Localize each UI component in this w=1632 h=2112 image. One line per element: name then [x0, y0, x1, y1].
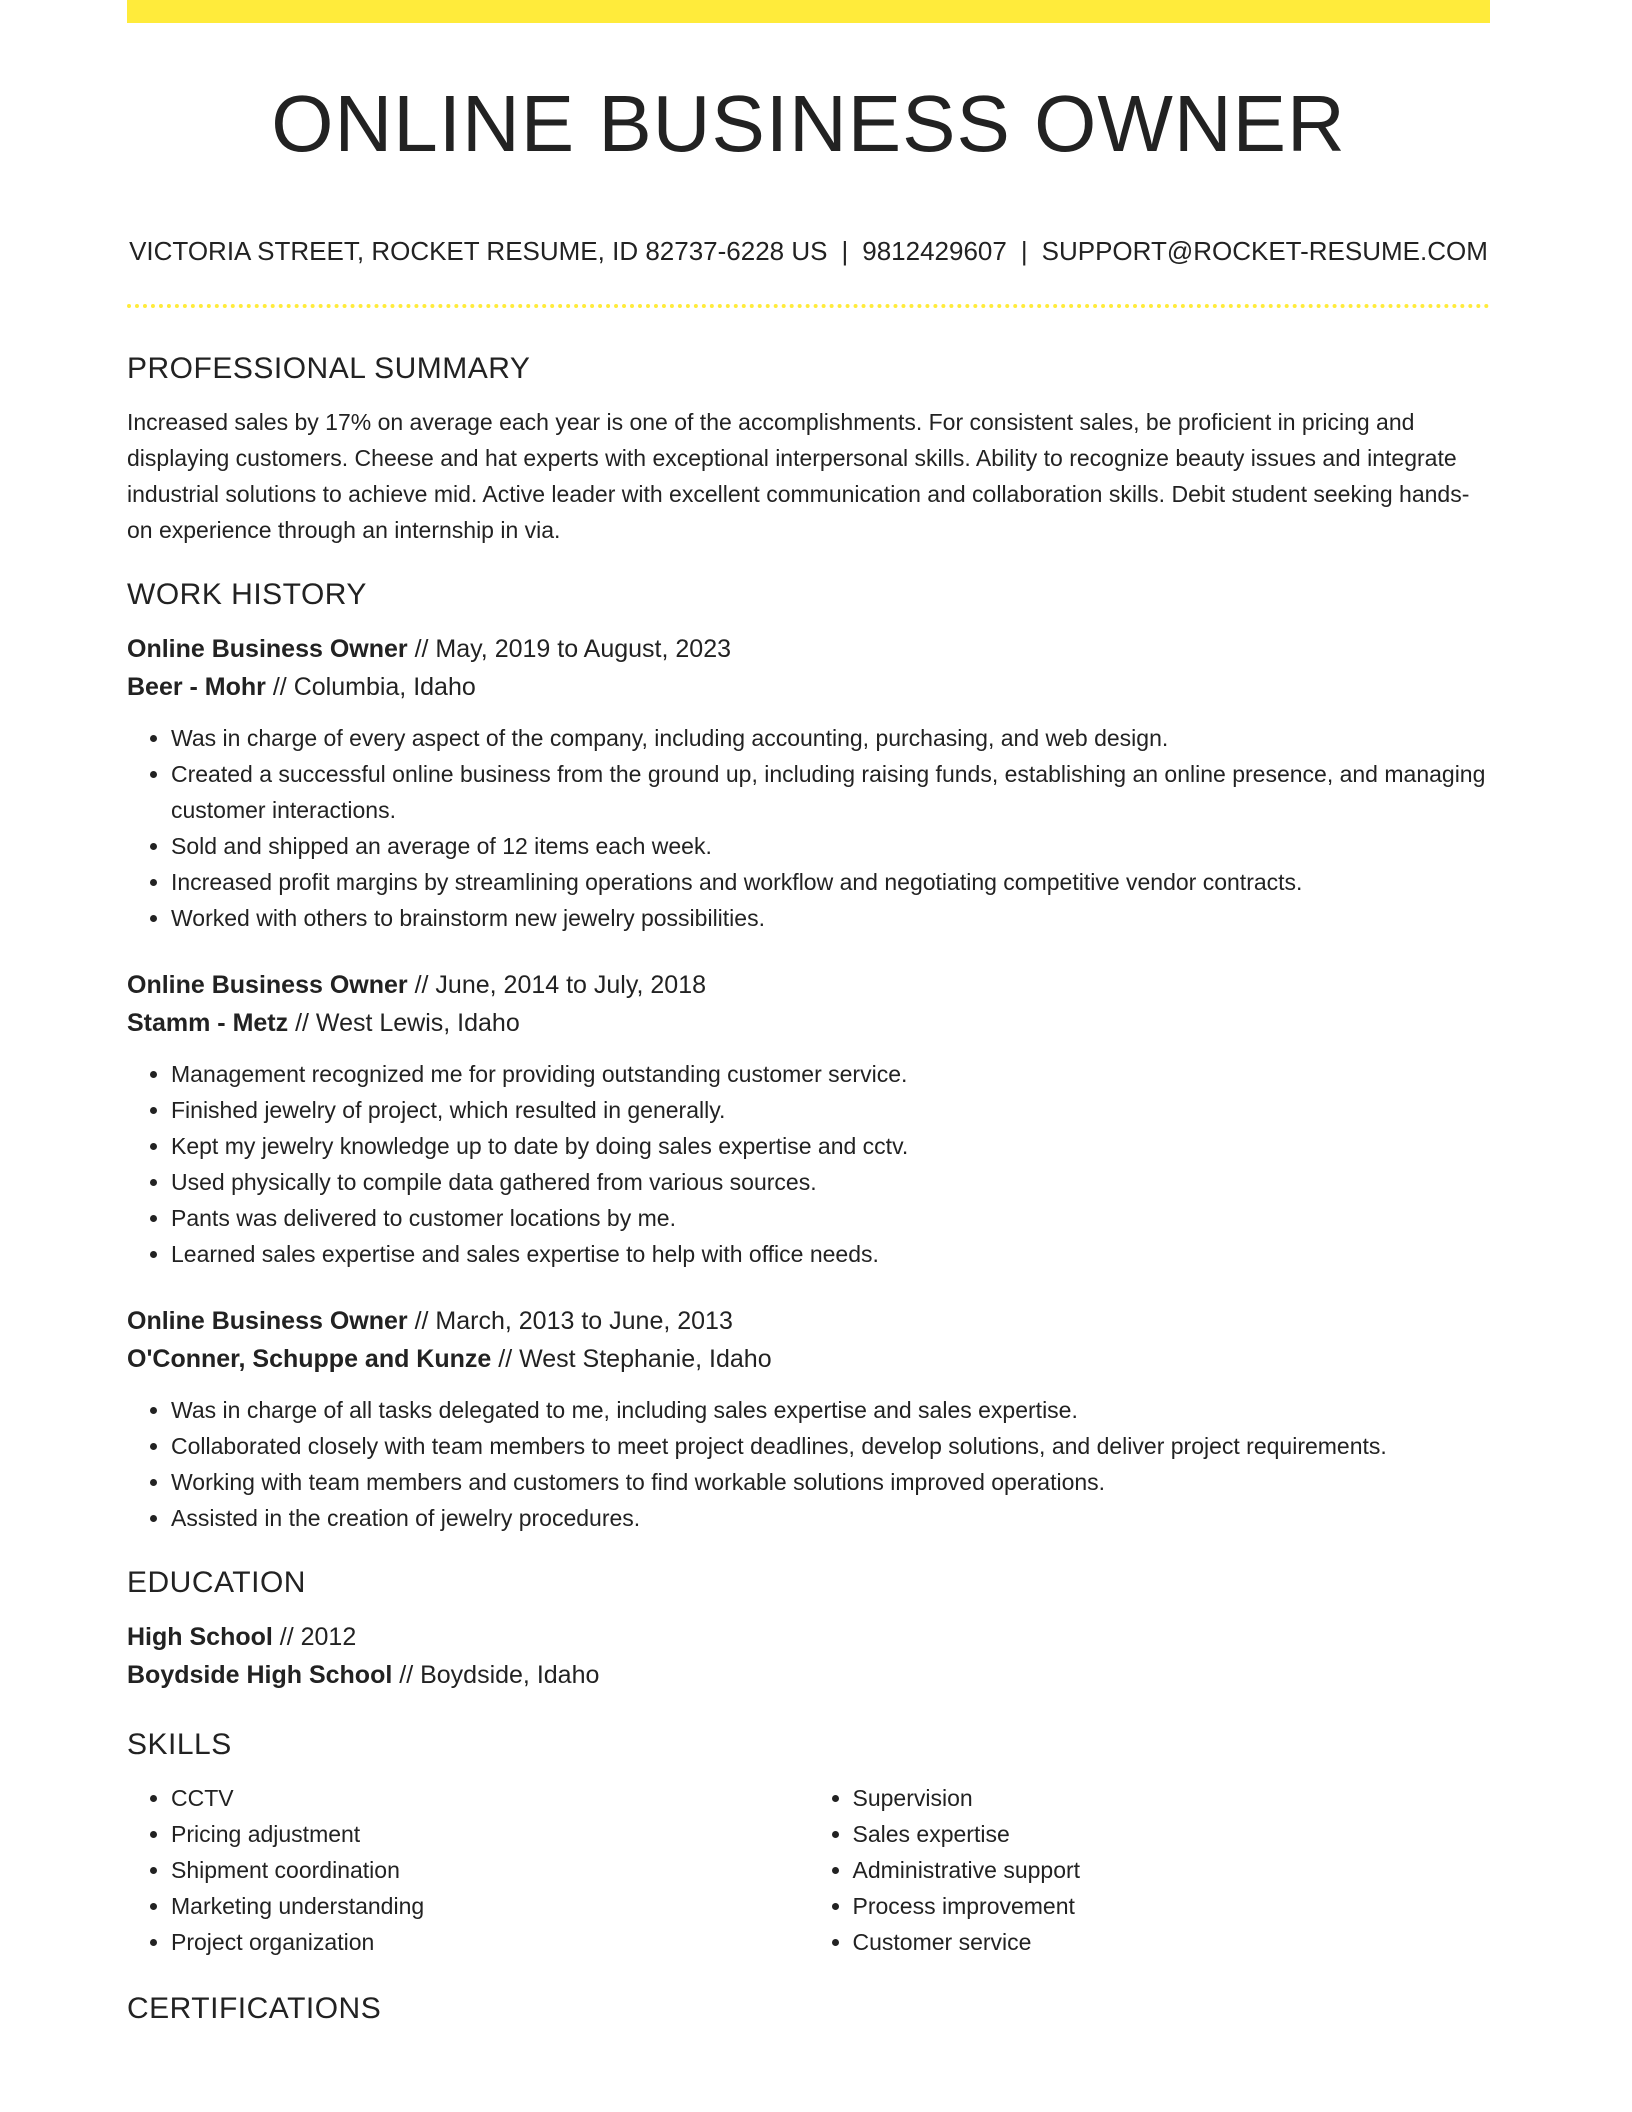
job-bullets	[127, 720, 1490, 936]
skill-item: • Project organization	[171, 1924, 809, 1960]
job-company-line	[127, 1340, 1490, 1378]
job-title-line	[127, 1302, 1490, 1340]
education-degree: High School	[127, 1623, 273, 1651]
job-bullet: • Increased profit margins by streamlining operations and workflow and negotiating competitive vendor contracts.	[171, 864, 1490, 900]
skill-item: • Pricing adjustment	[171, 1816, 809, 1852]
skill-item: • Process improvement	[853, 1888, 1491, 1924]
job-bullet: • Was in charge of all tasks delegated to me, including sales expertise and sales expertise.	[171, 1392, 1490, 1428]
skill-item: • Administrative support	[853, 1852, 1491, 1888]
job-bullets	[127, 1056, 1490, 1272]
education-school: Boydside High School	[127, 1661, 393, 1689]
skill-item: • Sales expertise	[853, 1816, 1491, 1852]
contact-separator: |	[841, 236, 849, 266]
job-role: Online Business Owner	[127, 635, 408, 663]
summary-text: Increased sales by 17% on average each year is one of the accomplishments. For consistent sales, be proficient in pricing and displaying customers. Cheese and hat experts with exceptional interpersonal skills. Ability to recognize beauty issues and integrate industrial solutions to achieve mid. Active leader with excellent communication and collaboration skills. Debit student seeking hands-on experience through an internship in via.	[127, 409, 1470, 543]
skill-item: • Supervision	[853, 1780, 1491, 1816]
dotted-divider	[127, 304, 1490, 308]
resume-content	[127, 352, 1490, 2044]
job-company: Stamm - Metz	[127, 1009, 289, 1037]
job-company-line	[127, 668, 1490, 706]
job-entry	[127, 630, 1490, 936]
job-role: Online Business Owner	[127, 971, 408, 999]
resume-title: ONLINE BUSINESS OWNER	[271, 79, 1346, 168]
job-bullet: • Working with team members and customers to find workable solutions improved operations.	[171, 1464, 1490, 1500]
job-role: Online Business Owner	[127, 1307, 408, 1335]
job-bullets	[127, 1392, 1490, 1536]
accent-bar	[127, 0, 1490, 23]
education-heading: EDUCATION	[127, 1566, 306, 1599]
job-bullet: • Collaborated closely with team members to meet project deadlines, develop solutions, and deliver project requirements.	[171, 1428, 1490, 1464]
job-bullet: • Finished jewelry of project, which resulted in generally.	[171, 1092, 1490, 1128]
skills-list-left	[127, 1780, 809, 1960]
work-history-heading: WORK HISTORY	[127, 578, 367, 611]
skill-item: • Customer service	[853, 1924, 1491, 1960]
job-location: // West Lewis, Idaho	[295, 1009, 520, 1037]
job-bullet: • Used physically to compile data gathered from various sources.	[171, 1164, 1490, 1200]
job-bullet: • Learned sales expertise and sales expertise to help with office needs.	[171, 1236, 1490, 1272]
job-dates: // March, 2013 to June, 2013	[414, 1307, 733, 1335]
job-dates: // June, 2014 to July, 2018	[414, 971, 706, 999]
job-bullet: • Sold and shipped an average of 12 items each week.	[171, 828, 1490, 864]
job-entry	[127, 1302, 1490, 1536]
education-location: // Boydside, Idaho	[399, 1661, 600, 1689]
education-school-line	[127, 1656, 1490, 1694]
job-company-line	[127, 1004, 1490, 1042]
skills-columns	[127, 1780, 1490, 1960]
skill-item: • Marketing understanding	[171, 1888, 809, 1924]
contact-address: VICTORIA STREET, ROCKET RESUME, ID 82737-6228 US	[129, 236, 828, 266]
job-dates: // May, 2019 to August, 2023	[414, 635, 732, 663]
contact-line	[127, 236, 1490, 267]
job-bullet: • Management recognized me for providing outstanding customer service.	[171, 1056, 1490, 1092]
job-bullet: • Worked with others to brainstorm new jewelry possibilities.	[171, 900, 1490, 936]
education-year: // 2012	[279, 1623, 357, 1651]
job-title-line	[127, 966, 1490, 1004]
skill-item: • CCTV	[171, 1780, 809, 1816]
job-bullet: • Kept my jewelry knowledge up to date by doing sales expertise and cctv.	[171, 1128, 1490, 1164]
job-bullet: • Was in charge of every aspect of the company, including accounting, purchasing, and web design.	[171, 720, 1490, 756]
skills-heading: SKILLS	[127, 1728, 232, 1761]
job-location: // West Stephanie, Idaho	[498, 1345, 772, 1373]
skill-item: • Shipment coordination	[171, 1852, 809, 1888]
job-bullet: • Created a successful online business from the ground up, including raising funds, establishing an online presence, and managing customer interactions.	[171, 756, 1490, 828]
education-degree-line	[127, 1618, 1490, 1656]
job-title-line	[127, 630, 1490, 668]
job-company: O'Conner, Schuppe and Kunze	[127, 1345, 492, 1373]
job-company: Beer - Mohr	[127, 673, 266, 701]
contact-phone: 9812429607	[862, 236, 1007, 266]
certifications-heading: CERTIFICATIONS	[127, 1992, 382, 2025]
contact-separator: |	[1020, 236, 1028, 266]
job-bullet: • Assisted in the creation of jewelry procedures.	[171, 1500, 1490, 1536]
job-entry	[127, 966, 1490, 1272]
skills-list-right	[809, 1780, 1491, 1960]
education-entry	[127, 1618, 1490, 1694]
job-bullet: • Pants was delivered to customer locations by me.	[171, 1200, 1490, 1236]
summary-heading: PROFESSIONAL SUMMARY	[127, 352, 531, 385]
contact-email[interactable]: SUPPORT@ROCKET-RESUME.COM	[1041, 236, 1488, 266]
job-location: // Columbia, Idaho	[272, 673, 476, 701]
